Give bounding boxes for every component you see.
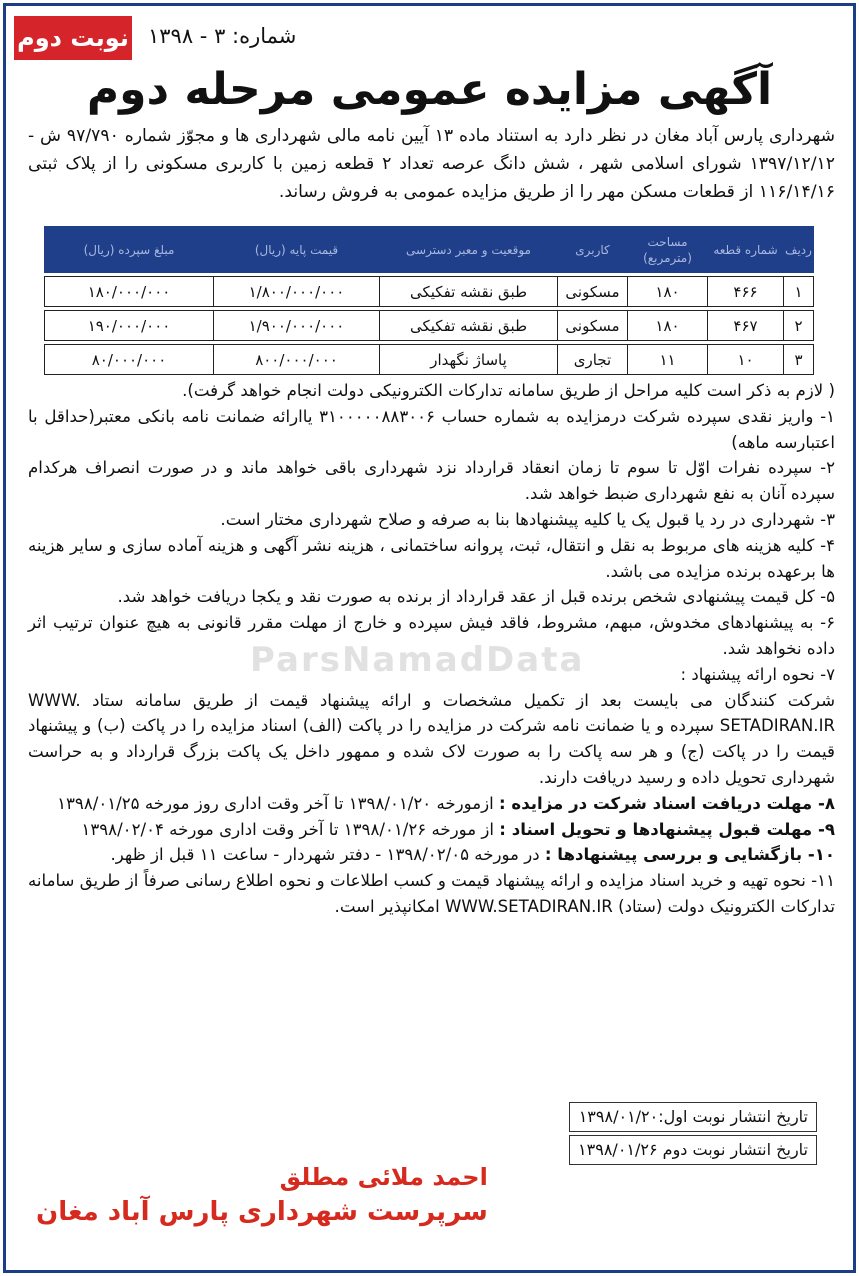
- col-location: موقعیت و معبر دسترسی: [380, 227, 558, 273]
- clause-8-label: ۸- مهلت دریافت اسناد شرکت در مزایده :: [499, 793, 835, 813]
- cell-location: طبق نقشه تفکیکی: [380, 277, 558, 307]
- clause-9-text: از مورخه ۱۳۹۸/۰۱/۲۶ تا آخر وقت اداری مورخه ۱۳۹۸/۰۲/۰۴: [81, 819, 500, 839]
- issue-number: شماره: ۳ - ۱۳۹۸: [148, 24, 297, 48]
- col-usage: کاربری: [558, 227, 628, 273]
- col-area: مساحت (مترمربع): [628, 227, 708, 273]
- second-publication-date: تاریخ انتشار نوبت دوم ۱۳۹۸/۰۱/۲۶: [569, 1135, 817, 1165]
- clause-10-label: ۱۰- بازگشایی و بررسی پیشنهادها :: [544, 845, 835, 865]
- col-deposit: مبلغ سپرده (ریال): [45, 227, 214, 273]
- clause-4: ۴- کلیه هزینه های مربوط به نقل و انتقال، ثبت، پروانه ساختمانی ، هزینه نشر آگهی و هزینه آماده سازی و سایر هزینه ها برعهده برنده مزایده می باشد.: [28, 535, 835, 581]
- cell-lot-number: ۴۶۶: [708, 277, 784, 307]
- cell-area: ۱۱: [628, 345, 708, 375]
- table-row: [45, 311, 814, 341]
- cell-row: ۲: [784, 311, 814, 341]
- second-round-badge: نوبت دوم: [14, 16, 132, 60]
- clause-9: [28, 817, 835, 843]
- cell-deposit: ۱۹۰/۰۰۰/۰۰۰: [45, 311, 214, 341]
- clause-9-label: ۹- مهلت قبول پیشنهادها و تحویل اسناد :: [499, 819, 835, 839]
- cell-lot-number: ۴۶۷: [708, 311, 784, 341]
- signer-name: احمد ملائی مطلق: [279, 1163, 488, 1191]
- clause-8-text: ازمورخه ۱۳۹۸/۰۱/۲۰ تا آخر وقت اداری روز مورخه ۱۳۹۸/۰۱/۲۵: [57, 793, 500, 813]
- publication-dates: [569, 1102, 817, 1168]
- first-publication-date: تاریخ انتشار نوبت اول:۱۳۹۸/۰۱/۲۰: [569, 1102, 817, 1132]
- clause-5: ۵- کل قیمت پیشنهادی شخص برنده قبل از عقد قرارداد از برنده به صورت نقد و یکجا دریافت خواهد شد.: [117, 587, 835, 607]
- clause-10-text: در مورخه ۱۳۹۸/۰۲/۰۵ - دفتر شهردار - ساعت ۱۱ قبل از ظهر.: [110, 845, 545, 865]
- lots-table: [44, 226, 814, 375]
- cell-usage: مسکونی: [558, 311, 628, 341]
- page-title: آگهی مزایده عمومی مرحله دوم: [86, 64, 773, 115]
- cell-usage: مسکونی: [558, 277, 628, 307]
- cell-deposit: ۱۸۰/۰۰۰/۰۰۰: [45, 277, 214, 307]
- watermark: ParsNamadData: [250, 640, 585, 680]
- cell-area: ۱۸۰: [628, 311, 708, 341]
- col-lot-number: شماره قطعه: [708, 227, 784, 273]
- clause-7-text: شرکت کنندگان می بایست بعد از تکمیل مشخصات و ارائه پیشنهاد قیمت از طریق سامانه ستاد WWW. SETADIRAN.IR سپرده و یا ضمانت نامه شرکت در مزایده را در پاکت (الف) اسناد مزایده را در پاکت (ب) و پیشنهاد قیمت را در پاکت (ج) و هر سه پاکت را به صورت لاک شده و ممهور داخل یک پاکت بزرگ قرارداد و به حراست شهرداری تحویل داده و رسید دریافت دارند.: [28, 690, 835, 787]
- clause-8: [28, 791, 835, 817]
- clause-3: ۳- شهرداری در رد یا قبول یک یا کلیه پیشنهادها بنا به صرفه و صلاح شهرداری مختار است.: [220, 509, 835, 529]
- intro-paragraph: شهرداری پارس آباد مغان در نظر دارد به استناد ماده ۱۳ آیین نامه مالی شهرداری ها و مجوّز شماره ۹۷/۷۹۰ ش - ۱۳۹۷/۱۲/۱۲ شورای اسلامی شهر ، شش دانگ عرصه تعداد ۲ قطعه زمین با کاربری مسکونی را از پلاک ثبتی ۱۱۶/۱۴/۱۶ از قطعات مسکن مهر را از طریق مزایده عمومی به فروش رساند.: [28, 126, 835, 202]
- col-row: ردیف: [784, 227, 814, 273]
- cell-row: ۱: [784, 277, 814, 307]
- cell-usage: تجاری: [558, 345, 628, 375]
- cell-location: پاساژ نگهدار: [380, 345, 558, 375]
- clause-10: [28, 842, 835, 868]
- cell-base-price: ۸۰۰/۰۰۰/۰۰۰: [214, 345, 380, 375]
- cell-base-price: ۱/۹۰۰/۰۰۰/۰۰۰: [214, 311, 380, 341]
- table-header-row: [45, 227, 814, 273]
- clause-7: ۷- نحوه ارائه پیشنهاد :: [680, 664, 835, 684]
- cell-base-price: ۱/۸۰۰/۰۰۰/۰۰۰: [214, 277, 380, 307]
- clause-11: ۱۱- نحوه تهیه و خرید اسناد مزایده و ارائه پیشنهاد قیمت و کسب اطلاعات و نحوه اطلاع رسانی صرفاً از طریق سامانه تدارکات الکترونیک دولت (ستاد) WWW.SETADIRAN.IR امکانپذیر است.: [28, 871, 835, 916]
- clause-1: ۱- واریز نقدی سپرده شرکت درمزایده به شماره حساب ۳۱۰۰۰۰۰۸۸۳۰۰۶ یاارائه ضمانت نامه بانکی معتبر(حداقل با اعتبارسه ماهه): [28, 406, 835, 452]
- cell-location: طبق نقشه تفکیکی: [380, 311, 558, 341]
- cell-lot-number: ۱۰: [708, 345, 784, 375]
- col-base-price: قیمت پایه (ریال): [214, 227, 380, 273]
- signature-block: [36, 1160, 488, 1230]
- table-row: [45, 277, 814, 307]
- clause-2: ۲- سپرده نفرات اوّل تا سوم تا زمان انعقاد قرارداد نزد شهرداری باقی خواهد ماند و در صورت انصراف هرکدام سپرده آنان به نفع شهرداری ضبط خواهد شد.: [28, 458, 835, 504]
- table-row: [45, 345, 814, 375]
- cell-area: ۱۸۰: [628, 277, 708, 307]
- cell-deposit: ۸۰/۰۰۰/۰۰۰: [45, 345, 214, 375]
- cell-row: ۳: [784, 345, 814, 375]
- signer-role: سرپرست شهرداری پارس آباد مغان: [36, 1197, 488, 1227]
- clause-6: ۶- به پیشنهادهای مخدوش، مبهم، مشروط، فاقد فیش سپرده و خارج از مهلت مقرر قانونی به هیچ عنوان ترتیب اثر داده نخواهد شد.: [28, 613, 835, 658]
- note-text: ( لازم به ذکر است کلیه مراحل از طریق سامانه تدارکات الکترونیکی دولت انجام خواهد گرفت).: [182, 381, 835, 400]
